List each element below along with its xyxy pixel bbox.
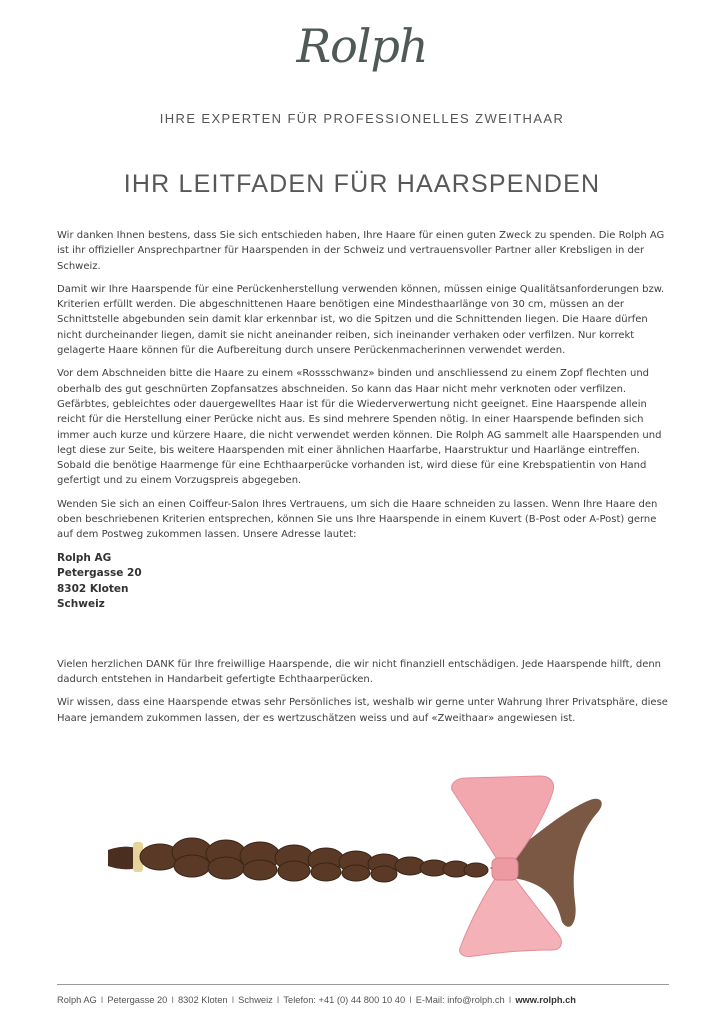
address-street: Petergasse 20: [57, 567, 142, 580]
criteria-paragraph: Damit wir Ihre Haarspende für eine Perückenherstellung verwenden können, müssen einige Qualitätsanforderungen bzw. Kriterien erfüllt werden. Die abgeschnittenen Haare benötigen eine Mindesthaarlänge von 30 cm, müssen an der Schnittstelle abgebunden sein damit klar erkennbar ist, wo die Spitzen und die Schnittenden liegen. Die Haare dürfen nicht durcheinander liegen, damit sie nicht aneinander reiben, sich ineinander verhaken oder verfilzen. Nur korrekt gelagerte Haare können für die Aufbereitung durch unsere Perückenmacherinnen verwendet werden.: [57, 283, 665, 357]
footer-street: Petergasse 20: [107, 995, 168, 1005]
address-company: Rolph AG: [57, 551, 112, 564]
address-city: 8302 Kloten: [57, 582, 129, 595]
footer-separator: I: [171, 995, 174, 1005]
footer-email[interactable]: E-Mail: info@rolph.ch: [415, 995, 505, 1005]
footer-phone: Telefon: +41 (0) 44 800 10 40: [283, 995, 406, 1005]
rolph-logo: Rolph: [296, 19, 428, 73]
postal-address: [57, 551, 669, 613]
intro-paragraph: Wir danken Ihnen bestens, dass Sie sich entschieden haben, Ihre Haare für einen guten Zweck zu spenden. Die Rolph AG ist ihr offizieller Ansprechpartner für Haarspenden in der Schweiz und vertrauensvoller Partner aller Krebsligen in der Schweiz.: [57, 230, 665, 272]
footer-separator: I: [100, 995, 104, 1005]
instructions-paragraph: Vor dem Abschneiden bitte die Haare zu einem «Rossschwanz» binden und anschliessend zu einem Zopf flechten und oberhalb des gut geschnürten Zopfansatzes abschneiden. So kann das Haar nicht mehr verknoten oder verfilzen. Gefärbtes, gebleichtes oder dauergewelltes Haar ist für die Wiederverwertung nicht geeignet. Eine Haarspende allein reicht für die Herstellung einer Perücke nicht aus. Es sind mehrere Spenden nötig. In einer Haarspende befinden sich immer auch kurze und kürzere Haare, die nicht verwendet werden können. Die Rolph AG sammelt alle Haarspenden und legt diese zur Seite, bis weitere Haarspenden mit einer ähnlichen Haarfarbe, Haarstruktur und Haarlänge eintreffen. Sobald die benötige Haarmenge für eine Echthaarperücke vorhanden ist, wird diese für eine Krebspatientin von Hand gefertigt und zu einem Vorzugspreis abgegeben.: [57, 368, 662, 487]
page-title: IHR LEITFADEN FÜR HAARSPENDEN: [123, 170, 601, 198]
footer-separator: I: [276, 995, 280, 1005]
footer: [57, 993, 677, 1007]
body-content: [57, 228, 669, 734]
thanks-paragraph: Vielen herzlichen DANK für Ihre freiwillige Haarspende, die wir nicht finanziell entschädigen. Jede Haarspende hilft, denn dadurch entstehen in Handarbeit gefertigte Echthaarperücken.: [57, 658, 662, 685]
braid-with-bow-image: [100, 772, 620, 962]
footer-separator: I: [508, 995, 512, 1005]
tagline: IHRE EXPERTEN FÜR PROFESSIONELLES ZWEITHAAR: [159, 111, 565, 126]
footer-divider: [57, 984, 669, 985]
footer-separator: I: [231, 995, 235, 1005]
braid-segments: [140, 838, 488, 882]
footer-country: Schweiz: [238, 995, 273, 1005]
address-country: Schweiz: [57, 598, 105, 611]
braid-illustration: [100, 772, 620, 962]
footer-website-link[interactable]: www.rolph.ch: [515, 995, 576, 1005]
hair-cut-ends: [108, 847, 136, 870]
footer-separator: I: [409, 995, 412, 1005]
footer-city: 8302 Kloten: [177, 995, 228, 1005]
footer-company: Rolph AG: [57, 995, 97, 1005]
privacy-paragraph: Wir wissen, dass eine Haarspende etwas sehr Persönliches ist, weshalb wir gerne unter Wahrung Ihrer Privatsphäre, diese Haare jemandem zukommen lassen, der es wertzuschätzen weiss und auf «Zweithaar» angewiesen ist.: [57, 697, 668, 724]
contact-paragraph: Wenden Sie sich an einen Coiffeur-Salon Ihres Vertrauens, um sich die Haare schneiden zu lassen. Wenn Ihre Haare den oben beschriebenen Kriterien entsprechen, können Sie uns Ihre Haarspende in einem Kuvert (B-Post oder A-Post) gerne auf dem Postweg zukommen lassen. Unsere Adresse lautet:: [57, 498, 658, 541]
